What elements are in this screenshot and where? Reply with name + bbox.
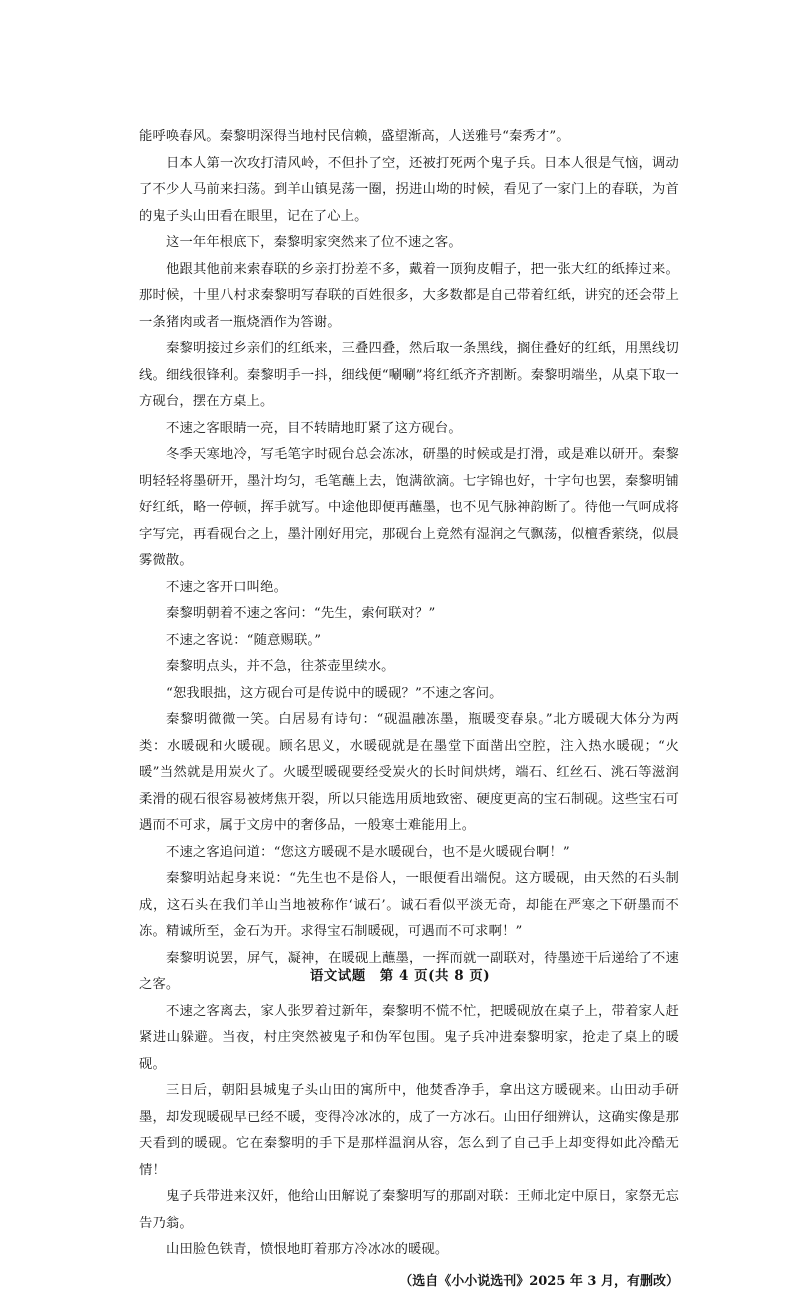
paragraph-11: 秦黎明点头，并不急，往茶壶里续水。 <box>166 659 395 674</box>
paragraph-19: 鬼子兵带进来汉奸，他给山田解说了秦黎明写的那副对联：王师北定中原日，家祭无忘告乃翁。 <box>139 1189 679 1231</box>
paragraph-6: 不速之客眼睛一亮，目不转睛地盯紧了这方砚台。 <box>166 420 462 436</box>
paragraph-16: 秦黎明说罢，屏气，凝神，在暖砚上蘸墨，一挥而就一副联对，待墨迹干后递给了不速之客。 <box>139 950 679 992</box>
paragraph-3: 这一年年根底下，秦黎明家突然来了位不速之客。 <box>166 235 462 250</box>
paragraph-9: 秦黎明朝着不速之客问：“先生，索何联对？” <box>166 606 436 621</box>
paragraph-12: “恕我眼拙，这方砚台可是传说中的暖砚？”不速之客问。 <box>166 685 503 701</box>
paragraph-8: 不速之客开口叫绝。 <box>166 579 288 595</box>
paragraph-2: 日本人第一次攻打清风岭，不但扑了空，还被打死两个鬼子兵。日本人很是气恼，调动了不少人马前来扫荡。到羊山镇晃荡一圈，拐进山坳的时候，看见了一家门上的春联，为首的鬼子头山田看在眼里，记在了心上。 <box>139 155 679 224</box>
paragraph-17: 不速之客离去，家人张罗着过新年，秦黎明不慌不忙，把暖砚放在桌子上，带着家人赶紧进山躲避。当夜，村庄突然被鬼子和伪军包围。鬼子兵冲进秦黎明家，抢走了桌上的暖砚。 <box>139 1003 679 1072</box>
paragraph-20: 山田脸色铁青，愤恨地盯着那方冷冰冰的暖砚。 <box>166 1242 449 1257</box>
paragraph-14: 不速之客追问道：“您这方暖砚不是水暖砚台，也不是火暖砚台啊！” <box>166 844 570 860</box>
paragraph-1: 能呼唤春风。秦黎明深得当地村民信赖，盛望渐高，人送雅号“秦秀才”。 <box>139 129 570 144</box>
source-citation: （选自《小小说选刊》2025 年 3 月，有删改） <box>399 1273 679 1289</box>
paragraph-13: 秦黎明微微一笑。白居易有诗句：“砚温融冻墨，瓶暖变春泉。”北方暖砚大体分为两类：水暖砚和火暖砚。顾名思义，水暖砚就是在墨堂下面凿出空腔，注入热水暖砚；“火暖”当然就是用炭火了。火暖型暖砚要经受炭火的长时间烘烤，端石、红丝石、洮石等滋润柔滑的砚石很容易被烤焦开裂，所以只能选用质地致密、硬度更高的宝石制砚。这些宝石可遇而不可求，属于文房中的奢侈品，一般寒士难能用上。 <box>139 712 679 833</box>
paragraph-5: 秦黎明接过乡亲们的红纸来，三叠四叠，然后取一条黑线，搁住叠好的红纸，用黑线切线。细线很锋利。秦黎明手一抖，细线便“唰唰”将红纸齐齐割断。秦黎明端坐，从桌下取一方砚台，摆在方桌上。 <box>139 341 679 409</box>
paragraph-18: 三日后，朝阳县城鬼子头山田的寓所中，他焚香净手，拿出这方暖砚来。山田动手研墨，却发现暖砚早已经不暖，变得冷冰冰的，成了一方冰石。山田仔细辨认，这确实像是那天看到的暖砚。它在秦黎明的手下是那样温润从容，怎么到了自己手上却变得如此冷酷无情！ <box>139 1083 679 1178</box>
paragraph-4: 他跟其他前来索春联的乡亲打扮差不多，戴着一顶狗皮帽子，把一张大红的纸捧过来。那时候，十里八村求秦黎明写春联的百姓很多，大多数都是自己带着红纸，讲究的还会带上一条猪肉或者一瓶烧酒作为答谢。 <box>139 261 679 330</box>
article-body <box>139 124 679 1294</box>
paragraph-7: 冬季天寒地冷，写毛笔字时砚台总会冻冰，研墨的时候或是打滑，或是难以研开。秦黎明轻轻将墨研开，墨汁均匀，毛笔蘸上去，饱满欲滴。七字锦也好，十字句也罢，秦黎明铺好红纸，略一停顿，挥手就写。中途他即便再蘸墨，也不见气脉神韵断了。待他一气呵成将字写完，再看砚台之上，墨汁刚好用完，那砚台上竟然有湿润之气飘荡，似檀香萦绕，似晨雾微散。 <box>139 447 679 568</box>
paragraph-10: 不速之客说：“随意赐联。” <box>166 632 322 648</box>
page-footer: 语文试题 第 4 页(共 8 页) <box>309 968 491 984</box>
paragraph-15: 秦黎明站起身来说：“先生也不是俗人，一眼便看出端倪。这方暖砚，由天然的石头制成，这石头在我们羊山当地被称作‘诚石’。诚石看似平淡无奇，却能在严寒之下研墨而不冻。精诚所至，金石为开。求得宝石制暖砚，可遇而不可求啊！” <box>139 871 679 939</box>
